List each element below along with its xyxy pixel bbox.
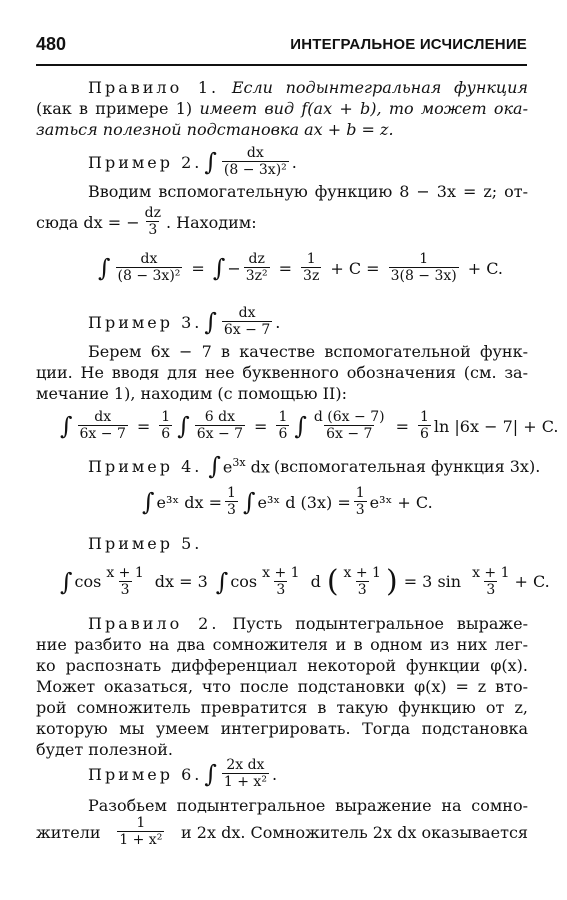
fraction: dx (8 − 3x)² [223, 145, 287, 178]
rule2-line6: которую мы умеем интегрировать. Тогда подстановка [36, 719, 528, 738]
example3-heading: Пример 3. ∫ dx 6x − 7 . [88, 305, 281, 338]
example3-formula: ∫ $\frac{dx}{6x - 7}$ = $\frac{1}{6}$ ∫ $\frac{6 dx}{6x - 7}$ = $\frac{1}{6}$ ∫ $\frac{d (6x - 7)}{6x - 7}$ = $\frac{1}{6}$ ln |6x − 7| + C. [60, 409, 559, 442]
fraction: $\frac{dz}{3}$ [144, 205, 161, 238]
rule2-line4: Может оказаться, что после подстановки φ(x) = z вто- [36, 677, 528, 696]
rule1-line3: заться полезной подстановка ax + b = z. [36, 120, 394, 139]
example3-text1: Берем 6x − 7 в качестве вспомогательной функ- [88, 342, 528, 361]
example2-text1: Вводим вспомогательную функцию 8 − 3x = z; от- [88, 182, 528, 201]
rule2-line5: рой сомножитель превратится в такую функцию от z, [36, 698, 528, 717]
running-head: ИНТЕГРАЛЬНОЕ ИСЧИСЛЕНИЕ [290, 36, 527, 53]
example4-formula: ∫ e³ˣ dx = $\frac{1}{3}$ ∫ e³ˣ d (3x) = $\frac{1}{3}$ e³ˣ + C. [142, 485, 433, 518]
rule1-line2: (как в примере 1) имеет вид f(ax + b), то может ока- [36, 99, 529, 118]
page-number: 480 [36, 34, 67, 54]
example5-heading: Пример 5. [88, 534, 203, 553]
example6-heading: Пример 6. ∫ 2x dx 1 + x² . [88, 757, 278, 790]
example2-heading: Пример 2. ∫ dx (8 − 3x)² . [88, 145, 297, 178]
example6-text2: жители 1 1 + x² и 2x dx. Сомножитель 2x dx оказывается [36, 815, 528, 848]
example3-text3: мечание 1), находим (с помощью II): [36, 384, 347, 403]
example2-formula: ∫ $\frac{dx}{\text{(8 − 3x)²}}$ = ∫ − $\frac{dz}{\text{3z²}}$ = $\frac{1}{3z}$ + C = $\frac{1}{3(8 - 3x)}$ + C. [98, 251, 503, 284]
page-header [36, 34, 527, 60]
example4-heading: Пример 4. ∫ $e^{3x}$ dx (вспомогательная функция 3x). [88, 452, 541, 481]
integral-sign: ∫ [204, 308, 217, 336]
rule2-line7: будет полезной. [36, 740, 174, 759]
example5-formula: ∫ cos x + 1 3 dx = 3 ∫ cos x + 1 3 d ( x + 1 3 ) = 3 sin x + 1 3 + C. [60, 564, 550, 599]
header-rule [36, 64, 527, 66]
rule1-line1: Правило 1. Если подынтегральная функция [88, 78, 528, 97]
example6-text1: Разобьем подынтегральное выражение на сомно- [88, 796, 528, 815]
integral-sign: ∫ [204, 148, 217, 176]
example3-text2: ции. Не вводя для нее буквенного обозначения (см. за- [36, 363, 528, 382]
example2-text2: сюда dx = − $\frac{dz}{3}$ . Находим: [36, 205, 257, 238]
rule2-line2: ние разбито на два сомножителя и в одном из них лег- [36, 635, 528, 654]
rule2-line3: ко распознать дифференциал некоторой функции φ(x). [36, 656, 528, 675]
rule2-line1: Правило 2. Пусть подынтегральное выраже- [88, 614, 528, 633]
